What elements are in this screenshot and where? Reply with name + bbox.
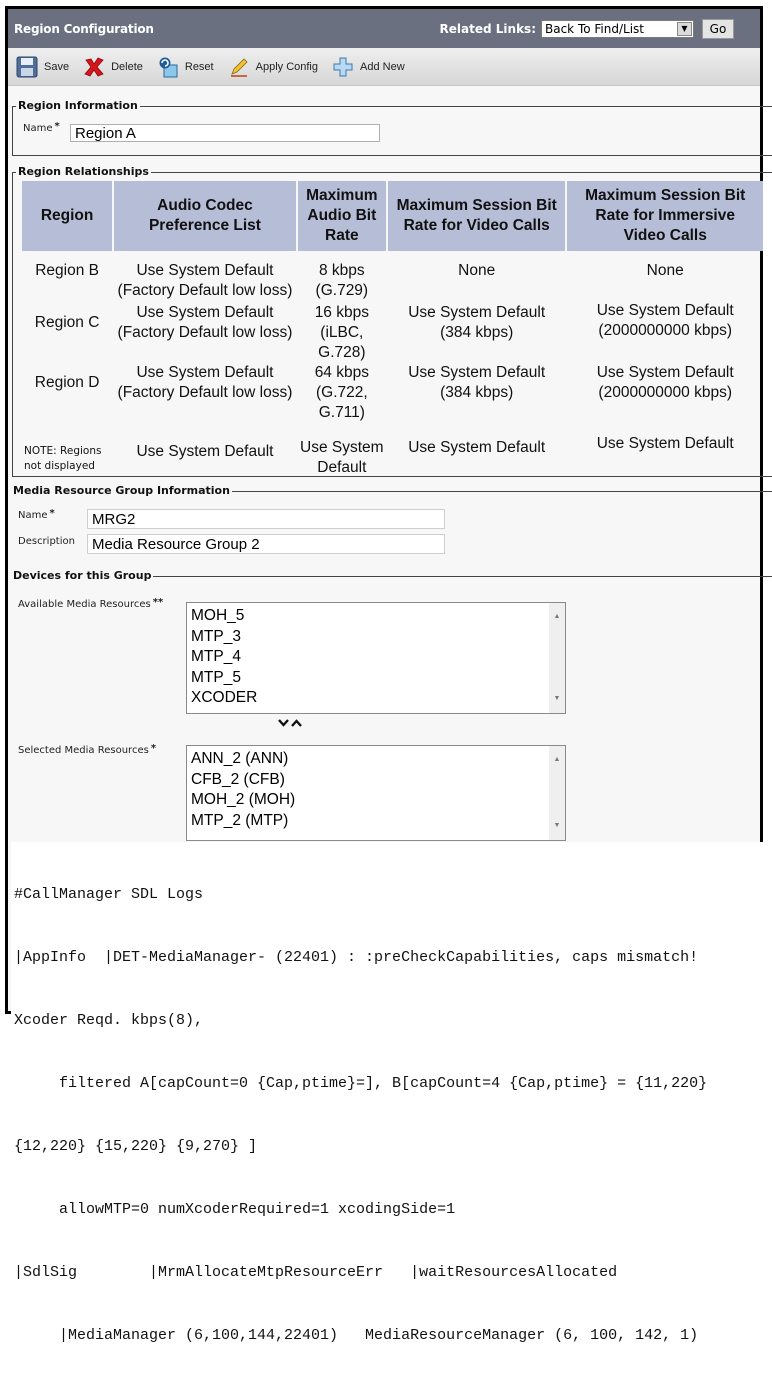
codec-line: (Factory Default low loss) (117, 384, 293, 401)
audio-line: 16 kbps (314, 304, 369, 321)
column-header-region: Region (22, 181, 112, 251)
mrg-name-input[interactable]: MRG2 (87, 509, 445, 529)
video-line: (384 kbps) (440, 384, 514, 401)
region-cell: Region D (34, 374, 100, 391)
scroll-up-icon[interactable]: ▲ (553, 613, 561, 620)
log-line: allowMTP=0 numXcoderRequired=1 xcodingSide=1 (14, 1201, 456, 1218)
region-name-label: Name (23, 123, 53, 134)
region-information-legend: Region Information (18, 99, 138, 112)
immersive-bitrate-cell[interactable] (567, 363, 763, 438)
log-line: filtered A[capCount=0 {Cap,ptime}=], B[capCount=4 {Cap,ptime} = {11,220} (14, 1075, 708, 1092)
reset-icon (157, 56, 179, 78)
video-line: Use System Default (408, 304, 546, 321)
page-title: Region Configuration (14, 21, 154, 36)
move-up-icon[interactable] (291, 717, 302, 730)
list-item[interactable]: ANN_2 (ANN) (191, 750, 289, 767)
codec-line: (Factory Default low loss) (117, 324, 293, 341)
codec-line: (Factory Default low loss) (117, 282, 293, 299)
plus-icon (332, 56, 354, 78)
immersive-bitrate-cell[interactable] (567, 301, 763, 363)
immersive-bitrate-cell[interactable] (567, 251, 763, 301)
scroll-down-icon[interactable]: ▼ (553, 694, 561, 702)
table-row (22, 251, 763, 301)
log-line: |AppInfo |DET-MediaManager- (22401) : :preCheckCapabilities, caps mismatch! (14, 949, 699, 966)
mrg-description-input[interactable]: Media Resource Group 2 (87, 534, 445, 554)
mrg-name-label: Name (18, 510, 48, 521)
codec-line: Use System Default (136, 262, 274, 279)
region-cell: Region B (35, 262, 99, 279)
add-new-label: Add New (360, 60, 405, 73)
video-line: (384 kbps) (440, 324, 514, 341)
audio-bitrate-cell[interactable] (298, 363, 386, 438)
required-mark: ** (152, 597, 164, 608)
column-header-max-immersive-bit-rate: Maximum Session Bit Rate for Immersive Video Calls (567, 181, 763, 251)
note-line: NOTE: Regions (24, 445, 102, 457)
table-header-row (22, 181, 763, 251)
available-resources-listbox[interactable] (186, 602, 566, 714)
immersive-line: (2000000000 kbps) (598, 322, 732, 339)
list-item[interactable]: MTP_4 (191, 648, 241, 665)
toolbar (8, 48, 760, 86)
audio-line: Default (317, 459, 367, 476)
selected-resources-listbox[interactable] (186, 745, 566, 841)
window-frame (5, 6, 763, 1344)
immersive-line: None (646, 262, 684, 279)
immersive-line: Use System Default (596, 302, 734, 319)
title-bar (8, 9, 760, 48)
available-resources-label: Available Media Resources (18, 599, 151, 610)
list-item[interactable]: MTP_5 (191, 668, 241, 686)
video-bitrate-cell[interactable] (388, 251, 565, 301)
immersive-line: (2000000000 kbps) (598, 384, 732, 401)
region-relationships-table (20, 181, 765, 483)
apply-config-label: Apply Config (255, 60, 318, 73)
devices-legend: Devices for this Group (8, 569, 153, 582)
related-links (440, 19, 754, 39)
audio-line: (G.729) (315, 282, 369, 299)
related-links-label: Related Links: (439, 21, 536, 36)
codec-cell[interactable] (114, 251, 295, 301)
delete-button[interactable] (83, 56, 143, 78)
list-item[interactable]: MOH_2 (MOH) (191, 791, 296, 808)
video-line: Use System Default (408, 364, 546, 381)
reset-label: Reset (184, 60, 214, 73)
delete-label: Delete (111, 60, 143, 73)
scroll-down-icon[interactable]: ▼ (553, 821, 561, 829)
region-information-section (12, 99, 772, 156)
apply-config-button[interactable] (228, 56, 318, 78)
add-new-button[interactable] (332, 56, 405, 78)
audio-bitrate-cell[interactable] (298, 301, 386, 363)
region-relationships-legend: Region Relationships (18, 165, 149, 178)
column-header-max-video-bit-rate: Maximum Session Bit Rate for Video Calls (388, 181, 565, 251)
codec-line: Use System Default (136, 304, 274, 321)
red-x-icon (83, 56, 105, 78)
codec-cell[interactable] (114, 301, 295, 363)
region-cell: Region C (34, 314, 100, 331)
audio-bitrate-cell[interactable] (298, 251, 386, 301)
list-item[interactable]: XCODER (191, 689, 258, 706)
immersive-bitrate-cell[interactable]: Use System Default (596, 435, 734, 452)
note-line: not displayed (24, 460, 95, 472)
note-cell (22, 438, 112, 483)
column-header-audio-codec: Audio Codec Preference List (114, 181, 295, 251)
audio-line: (iLBC, G.728) (318, 324, 366, 361)
related-links-select[interactable] (541, 20, 694, 38)
audio-line: Use System (300, 439, 384, 456)
pencil-icon (228, 56, 250, 78)
audio-line: 8 kbps (319, 262, 365, 279)
column-header-max-audio-bit-rate: Maximum Audio Bit Rate (298, 181, 386, 251)
list-item[interactable]: MTP_3 (191, 627, 241, 645)
scrollbar[interactable] (549, 603, 565, 713)
log-line: #CallManager SDL Logs (14, 886, 204, 903)
scrollbar[interactable] (549, 746, 565, 840)
codec-cell[interactable]: Use System Default (136, 443, 274, 460)
devices-section (8, 569, 772, 831)
log-line: |MediaManager (6,100,144,22401) MediaResourceManager (6, 100, 142, 1) (14, 1327, 699, 1344)
list-item[interactable]: MOH_5 (191, 607, 245, 624)
region-name-input[interactable]: Region A (70, 124, 380, 142)
table-row-note (22, 438, 763, 483)
required-mark: * (49, 508, 55, 519)
save-button[interactable] (16, 56, 69, 78)
required-mark: * (54, 121, 60, 132)
audio-line: (G.722, G.711) (315, 384, 368, 421)
table-row (22, 301, 763, 363)
sdl-log-block (11, 842, 763, 1344)
floppy-disk-icon (16, 56, 38, 78)
save-label: Save (44, 60, 70, 73)
scroll-up-icon[interactable]: ▲ (553, 756, 561, 763)
audio-bitrate-cell[interactable] (298, 438, 386, 483)
video-bitrate-cell[interactable]: Use System Default (408, 439, 546, 456)
video-line: None (458, 262, 496, 279)
reset-button[interactable] (157, 56, 214, 78)
video-bitrate-cell[interactable] (388, 301, 565, 363)
audio-line: 64 kbps (314, 364, 369, 381)
selected-resources-label: Selected Media Resources (18, 745, 149, 756)
required-mark: * (150, 743, 157, 754)
table-row (22, 363, 763, 438)
region-relationships-section (12, 165, 772, 477)
media-resource-group-section (8, 484, 772, 581)
video-bitrate-cell[interactable] (388, 363, 565, 438)
list-item[interactable]: MTP_2 (MTP) (191, 811, 289, 829)
codec-line: Use System Default (136, 364, 274, 381)
go-button[interactable]: Go (702, 19, 734, 39)
related-links-value: Back To Find/List (545, 21, 644, 36)
log-line: {12,220} {15,220} {9,270} ] (14, 1138, 258, 1155)
move-down-icon[interactable] (278, 717, 289, 730)
list-item[interactable]: CFB_2 (CFB) (191, 770, 285, 788)
codec-cell[interactable] (114, 363, 295, 438)
immersive-line: Use System Default (596, 364, 734, 381)
chevron-down-icon[interactable]: ▼ (677, 22, 692, 36)
mrg-description-label: Description (18, 536, 75, 547)
log-line: Xcoder Reqd. kbps(8), (14, 1012, 204, 1029)
log-line: |SdlSig |MrmAllocateMtpResourceErr |waitResourcesAllocated (14, 1264, 618, 1281)
media-resource-group-legend: Media Resource Group Information (8, 484, 232, 497)
